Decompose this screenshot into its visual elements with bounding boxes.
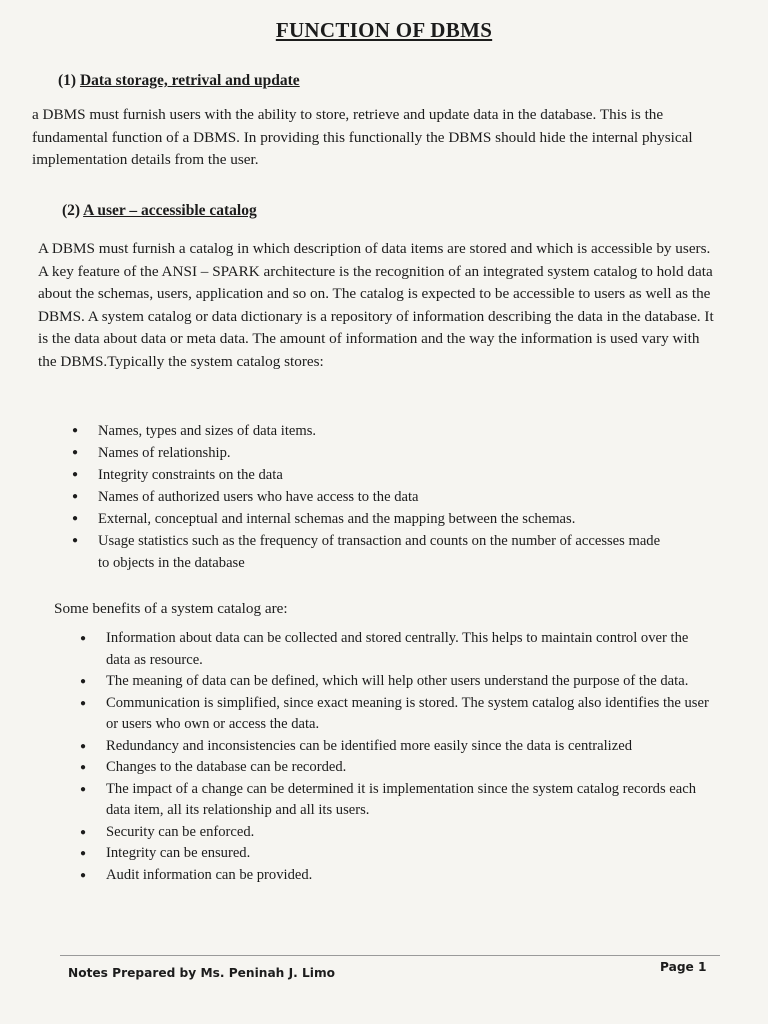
section-1-text: a DBMS must furnish users with the ability to store, retrieve and update data in the database. This is the fundamental function of a DBMS. In providing this functionally the DBMS should hide the internal physical implementation details from the user.	[32, 106, 693, 169]
list-item: ● The meaning of data can be defined, which will help other users understand the purpose of the data.	[80, 671, 710, 693]
section-2-heading	[62, 202, 257, 220]
list-item: ● Communication is simplified, since exact meaning is stored. The system catalog also identifies the user or users who own or access the data.	[80, 693, 710, 736]
section-1-title: Data storage, retrival and update	[79, 72, 300, 89]
list-item: ● Information about data can be collected and stored centrally. This helps to maintain control over the data as resource.	[80, 628, 710, 671]
footer-author: Notes Prepared by Ms. Peninah J. Limo	[68, 966, 336, 980]
list-item: ● Security can be enforced.	[80, 822, 710, 844]
benefits-list	[80, 628, 710, 886]
section-1-number: (1)	[58, 72, 77, 89]
list-item: ● Audit information can be provided.	[80, 865, 710, 887]
list-item: ● External, conceptual and internal schemas and the mapping between the schemas.	[72, 508, 672, 530]
list-item: ● Integrity can be ensured.	[80, 843, 710, 865]
list-item: ● Redundancy and inconsistencies can be identified more easily since the data is centralized	[80, 736, 710, 758]
section-1-heading	[58, 72, 300, 90]
list-item: ● Usage statistics such as the frequency of transaction and counts on the number of accesses made to objects in the database	[72, 530, 672, 574]
list-item: ● The impact of a change can be determined it is implementation since the system catalog records each data item, all its relationship and all its users.	[80, 779, 710, 822]
list-item: ● Names of relationship.	[72, 442, 672, 464]
section-2-text: A DBMS must furnish a catalog in which description of data items are stored and which is accessible by users. A key feature of the ANSI – SPARK architecture is the recognition of an integrated system catalog to hold data about the schemas, users, application and so on. The catalog is expected to be accessible to users as well as the DBMS. A system catalog or data dictionary is a repository of information describing the data in the database. It is the data about data or meta data. The amount of information and the way the information is used vary with the DBMS.Typically the system catalog stores:	[38, 240, 714, 370]
list-item: ● Changes to the database can be recorded.	[80, 757, 710, 779]
list-item: ● Names, types and sizes of data items.	[72, 420, 672, 442]
page-title: FUNCTION OF DBMS	[275, 18, 493, 42]
section-2-title: A user – accessible catalog	[83, 202, 257, 219]
list-item: ● Integrity constraints on the data	[72, 464, 672, 486]
benefits-intro: Some benefits of a system catalog are:	[54, 600, 288, 617]
section-2-number: (2)	[62, 202, 81, 219]
list-item: ● Names of authorized users who have access to the data	[72, 486, 672, 508]
page-number: Page 1	[660, 960, 707, 974]
catalog-stores-list	[72, 420, 672, 574]
footer-divider	[60, 955, 720, 956]
